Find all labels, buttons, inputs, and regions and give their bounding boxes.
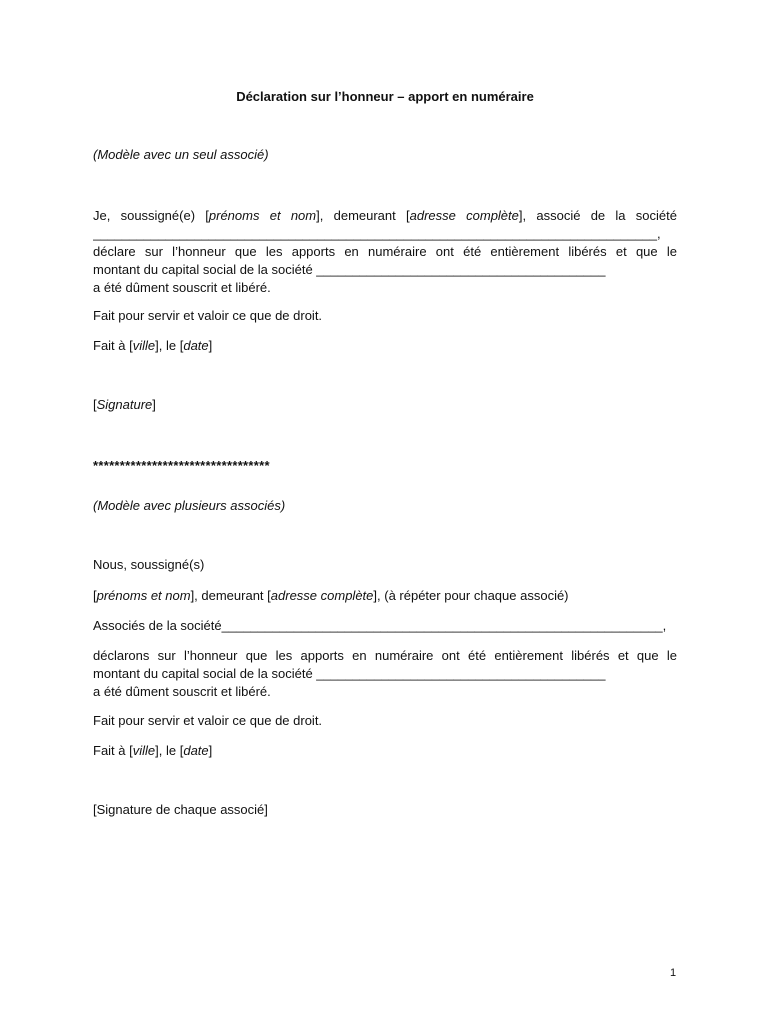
page-number: 1 (670, 967, 677, 979)
declaration-line-4: montant du capital social de la société ________________________________________ (93, 262, 606, 277)
text-segment: ] (152, 397, 156, 412)
text-segment: ] (208, 743, 213, 758)
placeholder-adresse: adresse complète (409, 208, 519, 223)
associes-societe-line (93, 617, 677, 635)
text-segment: Je, soussigné(e) [ (93, 208, 209, 223)
placeholder-date: date (183, 743, 209, 758)
declaration-line-1 (93, 207, 677, 225)
text-segment: ], demeurant [ (190, 588, 271, 603)
associes-text: Associés de la société_____________________________________________________________, (93, 618, 667, 633)
fait-a-multiple (93, 742, 677, 760)
text-segment: [ (93, 588, 97, 603)
prenoms-demeurant-line (93, 587, 677, 605)
placeholder-adresse: adresse complète (270, 588, 374, 603)
text-segment: ] (208, 338, 213, 353)
declaration-line-3: déclare sur l’honneur que les apports en numéraire ont été entièrement libérés et que le (93, 244, 677, 259)
text-segment: ], demeurant [ (316, 208, 410, 223)
text-segment: ], associé de la société (518, 208, 677, 223)
document-title: Déclaration sur l’honneur – apport en numéraire (236, 89, 534, 104)
model-label-single: (Modèle avec un seul associé) (93, 147, 269, 162)
placeholder-ville: ville (132, 338, 156, 353)
placeholder-date: date (183, 338, 209, 353)
text-segment: [ (93, 397, 97, 412)
declaration-paragraph-single (93, 207, 677, 297)
fait-pour-servir-multiple: Fait pour servir et valoir ce que de droit. (93, 713, 323, 728)
fait-pour-servir-single: Fait pour servir et valoir ce que de droit. (93, 308, 323, 323)
text-segment: ], le [ (155, 743, 184, 758)
text-segment: ], le [ (155, 338, 184, 353)
declaration-line-5: a été dûment souscrit et libéré. (93, 280, 271, 295)
signature-single (93, 396, 677, 414)
declaration-paragraph-multiple (93, 647, 677, 701)
section-separator: ********************************* (93, 458, 270, 473)
declaration-line-3: a été dûment souscrit et libéré. (93, 684, 271, 699)
blank-line-societe: ______________________________________________________________________________, (93, 226, 661, 241)
declaration-line-1: déclarons sur l’honneur que les apports en numéraire ont été entièrement libérés et que le (93, 648, 677, 663)
placeholder-prenoms-nom: prénoms et nom (208, 208, 317, 223)
text-segment: Fait à [ (93, 743, 133, 758)
placeholder-signature: Signature (96, 397, 153, 412)
signature-multiple: [Signature de chaque associé] (93, 802, 268, 817)
text-segment: ], (à répéter pour chaque associé) (373, 588, 569, 603)
declaration-line-2: montant du capital social de la société ________________________________________ (93, 666, 606, 681)
model-label-multiple: (Modèle avec plusieurs associés) (93, 498, 286, 513)
text-segment: Fait à [ (93, 338, 133, 353)
nous-soussignes: Nous, soussigné(s) (93, 557, 205, 572)
fait-a-single (93, 337, 677, 355)
placeholder-ville: ville (132, 743, 156, 758)
placeholder-prenoms-nom: prénoms et nom (96, 588, 191, 603)
